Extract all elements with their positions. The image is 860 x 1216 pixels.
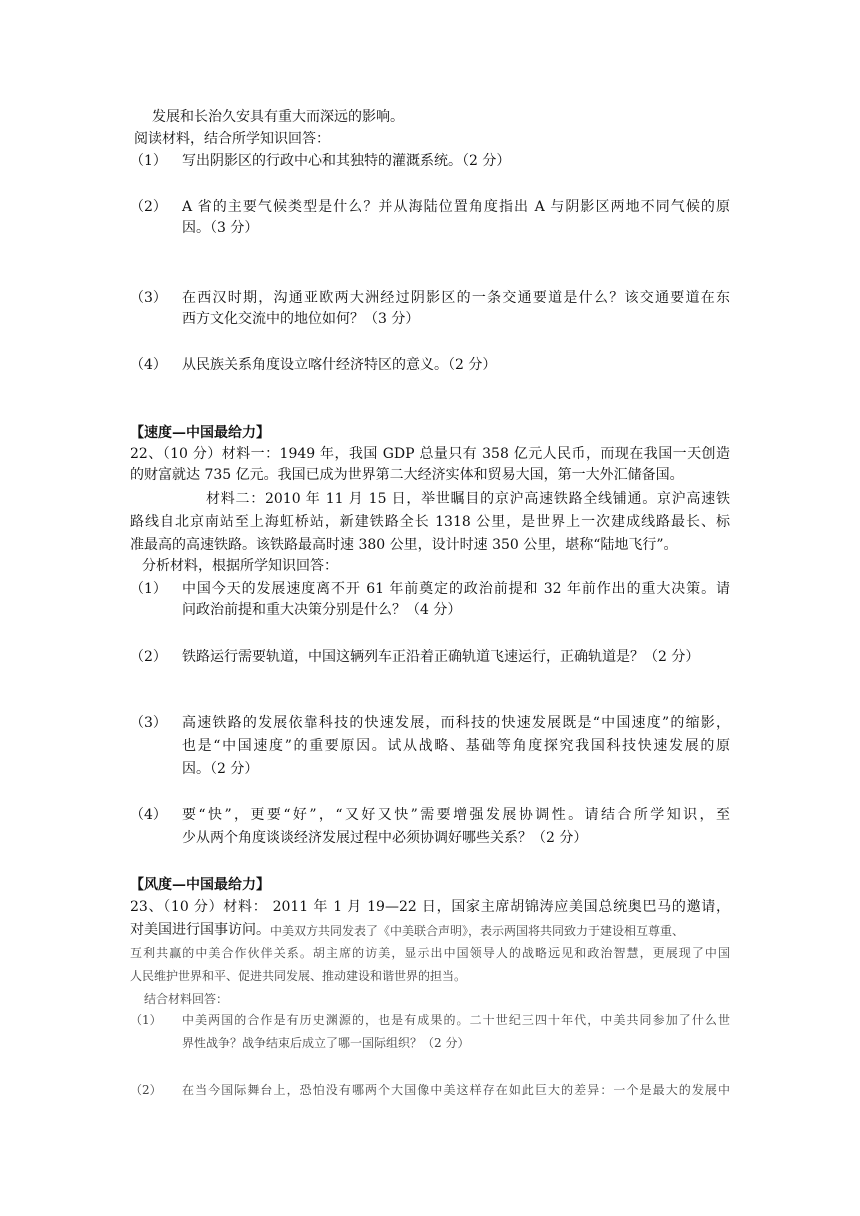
q21-3-text-line-2: 西方文化交流中的地位如何？（3 分）: [182, 311, 420, 327]
q21-2-text-line-2: 因。（3 分）: [182, 220, 259, 236]
q21-4-number: （4）: [130, 357, 167, 373]
q22-prompt: 分析材料，根据所学知识回答：: [142, 558, 338, 574]
q23-material-line-2b: 中美双方共同发表了《中美联合声明》，表示两国将共同致力于建设相互尊重、: [270, 924, 685, 938]
q22-3-number: （3）: [130, 715, 167, 731]
q22-1-number: （1）: [130, 581, 167, 597]
q22-material-2-line-1: 材料二：2010 年 11 月 15 日，举世瞩目的京沪高速铁路全线铺通。京沪高速铁: [206, 491, 730, 507]
q21-3-number: （3）: [130, 290, 167, 306]
q22-2-text: 铁路运行需要轨道，中国这辆列车正沿着正确轨道飞速运行，正确轨道是？（2 分）: [182, 649, 700, 665]
q23-material-line-3: 互利共赢的中美合作伙伴关系。胡主席的访美，显示出中国领导人的战略远见和政治智慧，更展现了中国: [130, 946, 730, 960]
q22-material-1-line-1: 22、（10 分）材料一：1949 年，我国 GDP 总量只有 358 亿元人民币，而现在我国一天创造: [130, 446, 730, 462]
q23-1-text-line-1: 中美两国的合作是有历史渊源的，也是有成果的。二十世纪三四十年代，中美共同参加了什么世: [182, 1013, 730, 1027]
q22-material-2-line-3: 准最高的高速铁路。该铁路最高时速 380 公里，设计时速 350 公里，堪称“陆地飞行”。: [130, 537, 678, 553]
section-speed-heading: 【速度—中国最给力】: [130, 425, 270, 441]
q21-3-text-line-1: 在西汉时期，沟通亚欧两大洲经过阴影区的一条交通要道是什么？该交通要道在东: [182, 290, 730, 306]
q22-3-text-line-3: 因。（2 分）: [182, 761, 259, 777]
q23-prompt: 结合材料回答：: [144, 992, 229, 1006]
q21-1-number: （1）: [130, 153, 167, 169]
q23-material-line-2a: 对美国进行国事访问。: [130, 922, 270, 938]
q22-1-text-line-1: 中国今天的发展速度离不开 61 年前奠定的政治前提和 32 年前作出的重大决策。请: [182, 581, 730, 597]
q21-4-text: 从民族关系角度设立喀什经济特区的意义。（2 分）: [182, 357, 497, 373]
q22-2-number: （2）: [130, 649, 167, 665]
q21-2-number: （2）: [130, 199, 167, 215]
q21-2-text-line-1: A 省的主要气候类型是什么？并从海陆位置角度指出 A 与阴影区两地不同气候的原: [182, 199, 730, 215]
q22-4-text-line-1: 要“快”，更要“好”，“又好又快”需要增强发展协调性。请结合所学知识，至: [182, 807, 730, 823]
q22-1-text-line-2: 问政治前提和重大决策分别是什么？（4 分）: [182, 602, 462, 618]
q22-material-1-line-2: 的财富就达 735 亿元。我国已成为世界第二大经济实体和贸易大国，第一大外汇储备国。: [130, 467, 684, 483]
q23-material-line-4: 人民维护世界和平、促进共同发展、推动建设和谐世界的担当。: [130, 969, 467, 983]
q22-4-number: （4）: [130, 807, 167, 823]
q22-material-2-line-2: 路线自北京南站至上海虹桥站，新建铁路全长 1318 公里，是世界上一次建成线路最长、标: [130, 514, 730, 530]
q23-2-text-line-1: 在当今国际舞台上，恐怕没有哪两个大国像中美这样存在如此巨大的差异：一个是最大的发展中: [182, 1083, 730, 1097]
q22-3-text-line-2: 也是“中国速度”的重要原因。试从战略、基础等角度探究我国科技快速发展的原: [182, 738, 730, 754]
q22-3-text-line-1: 高速铁路的发展依靠科技的快速发展，而科技的快速发展既是“中国速度”的缩影，: [182, 715, 730, 731]
q23-1-text-line-2: 界性战争？战争结束后成立了哪一国际组织？（2 分）: [182, 1036, 470, 1050]
q21-1-text: 写出阴影区的行政中心和其独特的灌溉系统。（2 分）: [182, 153, 511, 169]
intro-line-2: 阅读材料，结合所学知识回答：: [134, 131, 330, 147]
q23-material-line-1: 23、（10 分）材料： 2011 年 1 月 19—22 日，国家主席胡锦涛应美国总统奥巴马的邀请，: [130, 899, 730, 915]
q23-2-number: （2）: [130, 1083, 162, 1097]
q23-1-number: （1）: [130, 1013, 162, 1027]
intro-line-1: 发展和长治久安具有重大而深远的影响。: [152, 109, 404, 125]
section-style-heading: 【风度—中国最给力】: [130, 877, 270, 893]
q22-4-text-line-2: 少从两个角度谈谈经济发展过程中必须协调好哪些关系？（2 分）: [182, 830, 588, 846]
